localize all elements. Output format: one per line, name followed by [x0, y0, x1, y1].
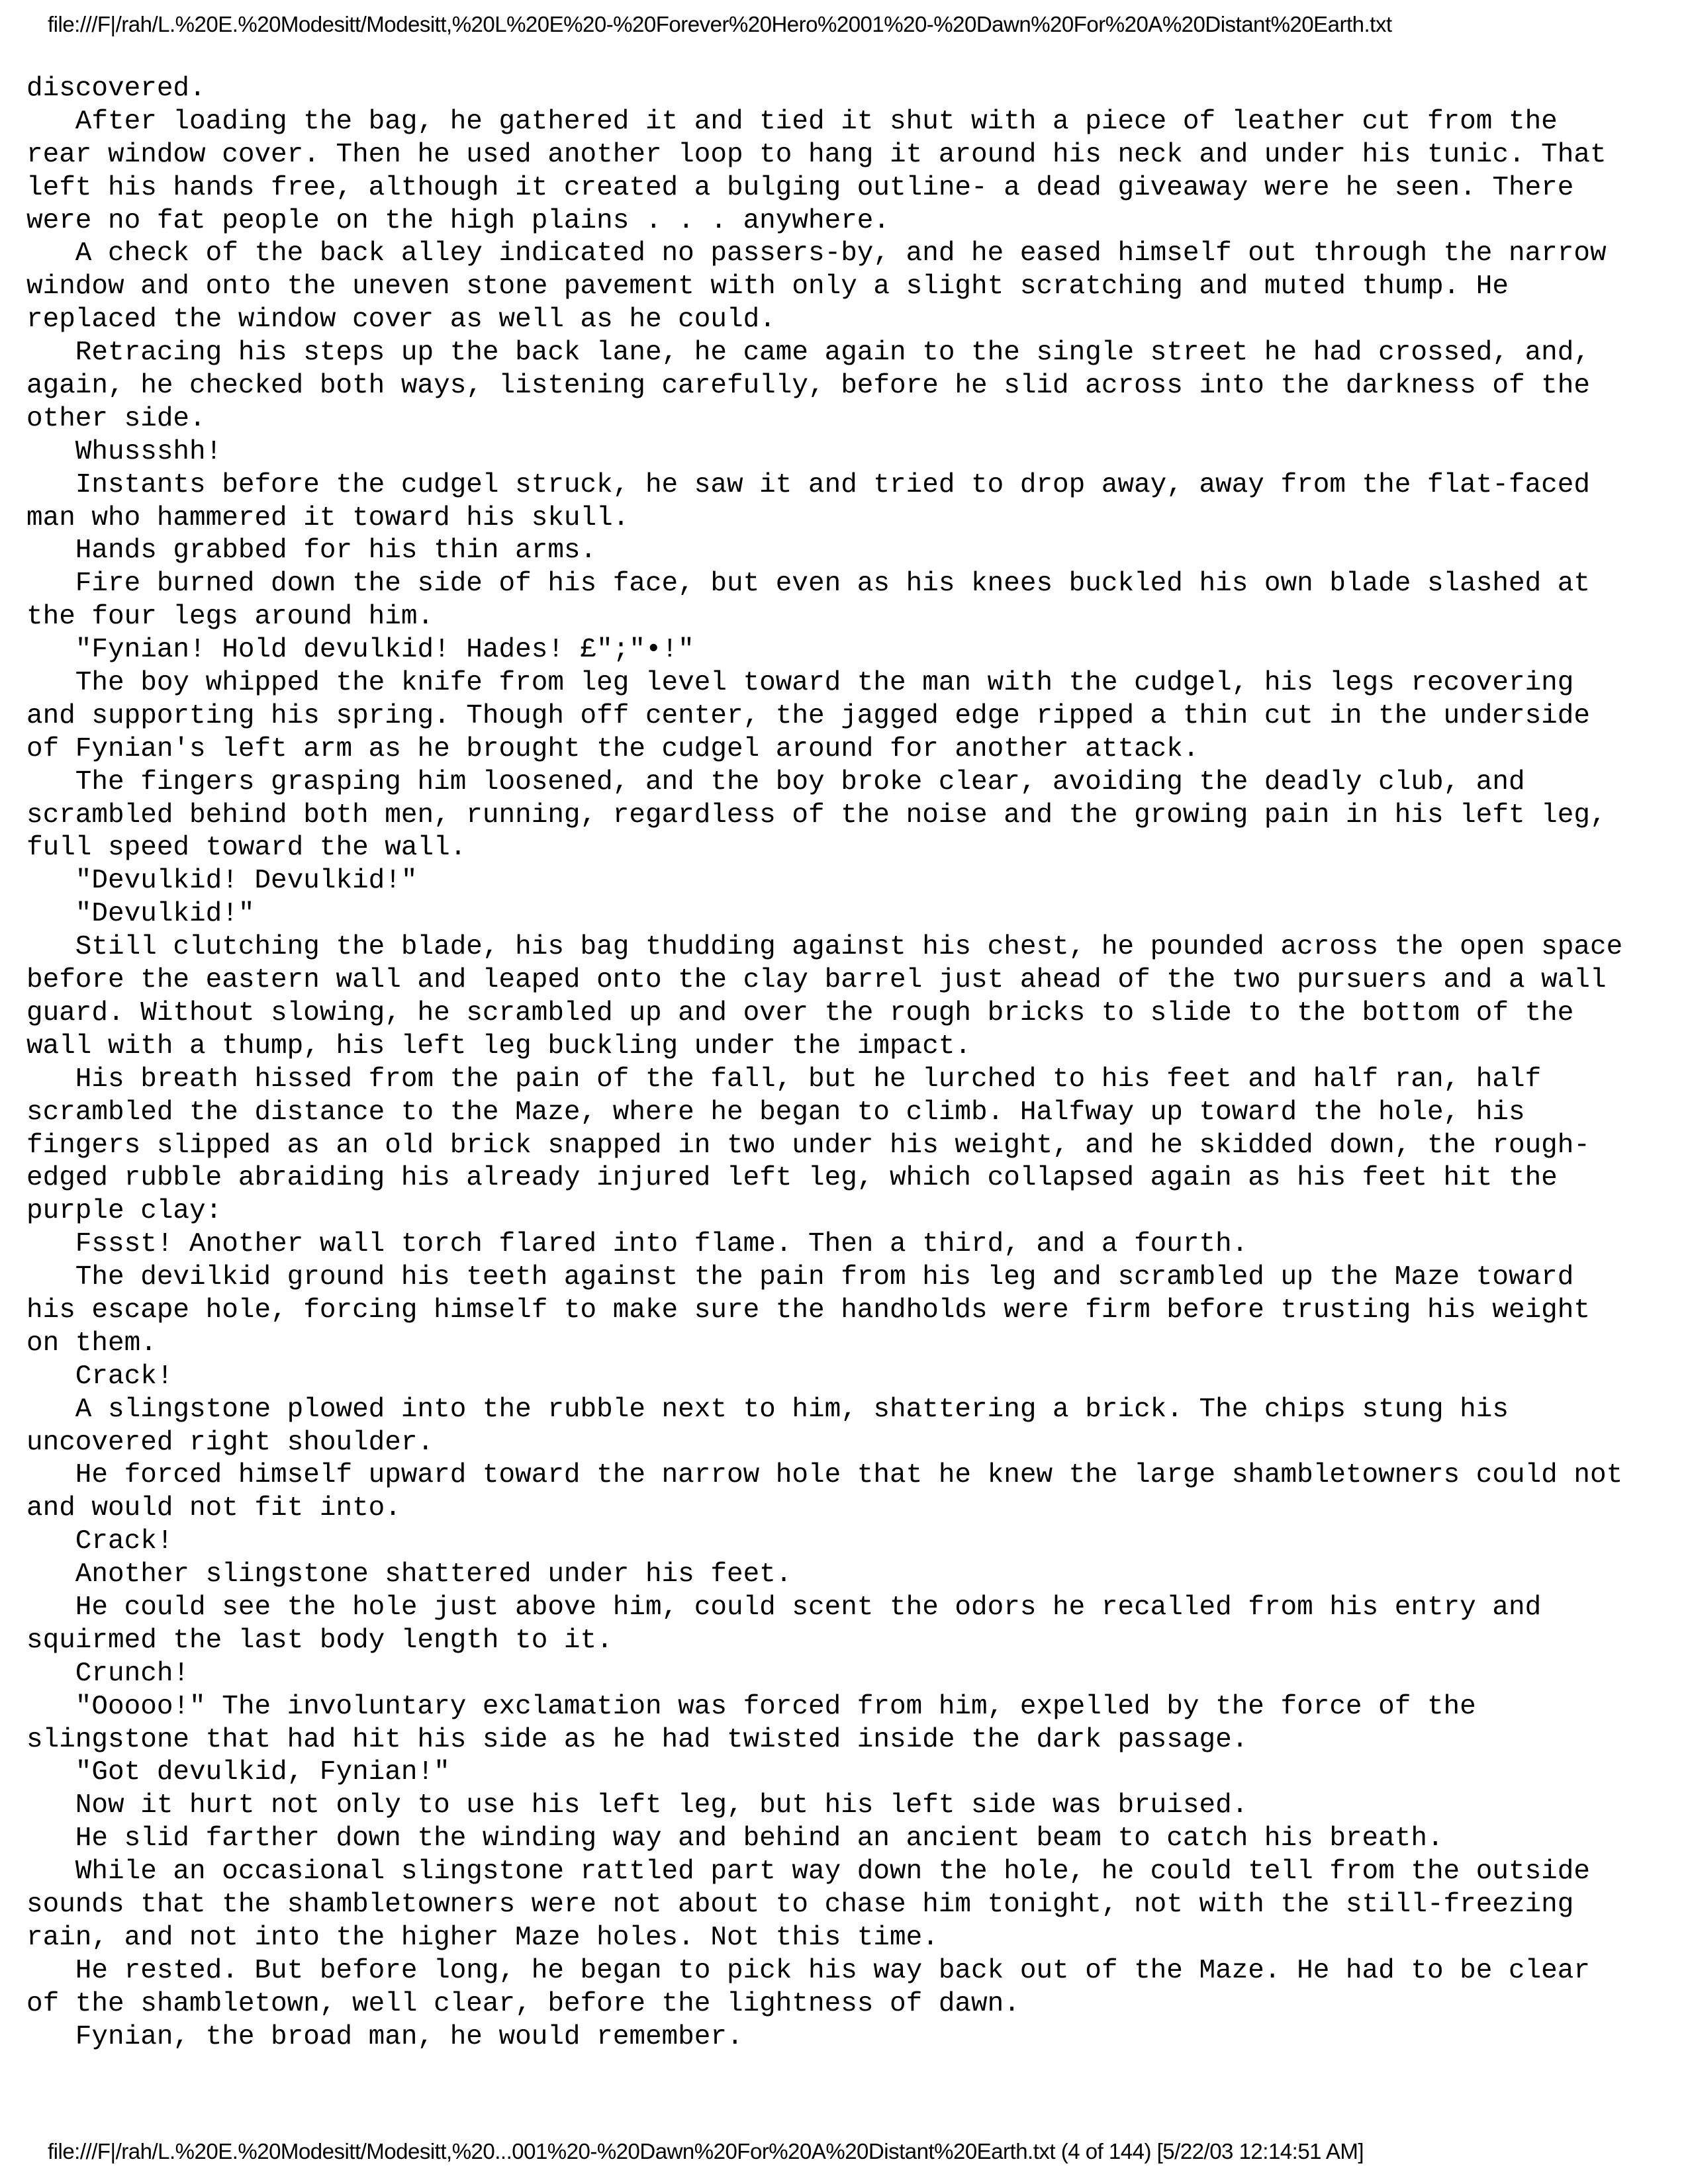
text-line: A slingstone plowed into the rubble next to him, shattering a brick. The chips stung his — [26, 1394, 1509, 1425]
page-header-url: file:///F|/rah/L.%20E.%20Modesitt/Modesitt,%20L%20E%20-%20Forever%20Hero%2001%20-%20Dawn%20For%20A%20Distant%20Earth.txt — [48, 12, 1392, 36]
text-line: Whussshh! — [26, 436, 222, 467]
text-line: man who hammered it toward his skull. — [26, 502, 630, 533]
text-line: on them. — [26, 1328, 157, 1359]
text-line: Crunch! — [26, 1658, 190, 1689]
text-line: of the shambletown, well clear, before the lightness of dawn. — [26, 1988, 1020, 2019]
text-line: rear window cover. Then he used another loop to hang it around his neck and under his tunic. That — [26, 139, 1607, 170]
page-footer-info: file:///F|/rah/L.%20E.%20Modesitt/Modesitt,%20...001%20-%20Dawn%20For%20A%20Distant%20Earth.txt (4 of 144) [5/22/03 12:14:51 AM] — [48, 2139, 1364, 2163]
text-line: scrambled behind both men, running, regardless of the noise and the growing pain in his left leg, — [26, 799, 1607, 831]
text-line: purple clay: — [26, 1196, 222, 1227]
text-line: the four legs around him. — [26, 602, 434, 633]
text-line: before the eastern wall and leaped onto the clay barrel just ahead of the two pursuers and a wall — [26, 965, 1607, 996]
text-line: "Devulkid! Devulkid!" — [26, 866, 418, 897]
text-line: A check of the back alley indicated no passers-by, and he eased himself out through the narrow — [26, 238, 1607, 269]
text-line: Retracing his steps up the back lane, he came again to the single street he had crossed, and, — [26, 338, 1590, 369]
document-body — [26, 73, 1668, 2054]
text-line: While an occasional slingstone rattled part way down the hole, he could tell from the outside — [26, 1856, 1590, 1888]
text-line: rain, and not into the higher Maze holes. Not this time. — [26, 1922, 939, 1953]
text-line: were no fat people on the high plains . . . anywhere. — [26, 205, 890, 236]
text-line: He could see the hole just above him, could scent the odors he recalled from his entry and — [26, 1592, 1542, 1623]
text-line: of Fynian's left arm as he brought the cudgel around for another attack. — [26, 733, 1199, 764]
text-line: wall with a thump, his left leg buckling under the impact. — [26, 1030, 972, 1062]
text-line: and supporting his spring. Though off center, the jagged edge ripped a thin cut in the underside — [26, 700, 1590, 731]
text-line: The devilkid ground his teeth against the pain from his leg and scrambled up the Maze toward — [26, 1262, 1574, 1293]
text-line: "Ooooo!" The involuntary exclamation was forced from him, expelled by the force of the — [26, 1691, 1476, 1722]
text-line: other side. — [26, 403, 206, 434]
text-line: Fynian, the broad man, he would remember. — [26, 2021, 743, 2052]
text-line: scrambled the distance to the Maze, where he began to climb. Halfway up toward the hole, his — [26, 1097, 1525, 1128]
text-line: He forced himself upward toward the narrow hole that he knew the large shambletowners could not — [26, 1460, 1623, 1491]
text-line: He rested. But before long, he began to pick his way back out of the Maze. He had to be clear — [26, 1955, 1590, 1986]
text-line: left his hands free, although it created a bulging outline- a dead giveaway were he seen. There — [26, 172, 1574, 203]
text-line: Hands grabbed for his thin arms. — [26, 535, 597, 567]
text-line: Fssst! Another wall torch flared into flame. Then a third, and a fourth. — [26, 1229, 1248, 1260]
text-line: full speed toward the wall. — [26, 833, 467, 864]
text-line: window and onto the uneven stone pavement with only a slight scratching and muted thump. He — [26, 271, 1509, 302]
text-line: After loading the bag, he gathered it and tied it shut with a piece of leather cut from the — [26, 106, 1558, 137]
text-line: Instants before the cudgel struck, he saw it and tried to drop away, away from the flat-faced — [26, 469, 1590, 500]
text-line: Crack! — [26, 1361, 173, 1392]
text-line: His breath hissed from the pain of the fall, but he lurched to his feet and half ran, half — [26, 1064, 1542, 1095]
text-line: The fingers grasping him loosened, and the boy broke clear, avoiding the deadly club, and — [26, 766, 1525, 797]
text-line: his escape hole, forcing himself to make sure the handholds were firm before trusting his weight — [26, 1295, 1590, 1326]
text-line: again, he checked both ways, listening carefully, before he slid across into the darkness of the — [26, 371, 1590, 402]
text-line: "Got devulkid, Fynian!" — [26, 1757, 450, 1788]
text-line: and would not fit into. — [26, 1493, 401, 1524]
text-line: slingstone that had hit his side as he had twisted inside the dark passage. — [26, 1724, 1248, 1755]
text-line: The boy whipped the knife from leg level toward the man with the cudgel, his legs recovering — [26, 668, 1574, 699]
text-line: He slid farther down the winding way and behind an ancient beam to catch his breath. — [26, 1823, 1444, 1854]
text-line: fingers slipped as an old brick snapped in two under his weight, and he skidded down, the rough- — [26, 1130, 1590, 1161]
text-line: squirmed the last body length to it. — [26, 1625, 613, 1656]
text-line: replaced the window cover as well as he could. — [26, 304, 776, 336]
text-line: discovered. — [26, 73, 206, 104]
text-line: Another slingstone shattered under his feet. — [26, 1559, 792, 1590]
text-line: guard. Without slowing, he scrambled up and over the rough bricks to slide to the bottom of the — [26, 997, 1574, 1028]
text-line: Fire burned down the side of his face, but even as his knees buckled his own blade slashed at — [26, 569, 1590, 600]
text-line: Still clutching the blade, his bag thudding against his chest, he pounded across the open space — [26, 932, 1623, 963]
text-line: Now it hurt not only to use his left leg, but his left side was bruised. — [26, 1790, 1248, 1821]
text-line: uncovered right shoulder. — [26, 1427, 434, 1458]
text-line: "Fynian! Hold devulkid! Hades! £";"•!" — [26, 635, 694, 666]
text-line: edged rubble abraiding his already injured left leg, which collapsed again as his feet hit the — [26, 1163, 1558, 1194]
text-line: sounds that the shambletowners were not about to chase him tonight, not with the still-freezing — [26, 1889, 1574, 1920]
text-line: "Devulkid!" — [26, 899, 255, 930]
text-line: Crack! — [26, 1526, 173, 1557]
